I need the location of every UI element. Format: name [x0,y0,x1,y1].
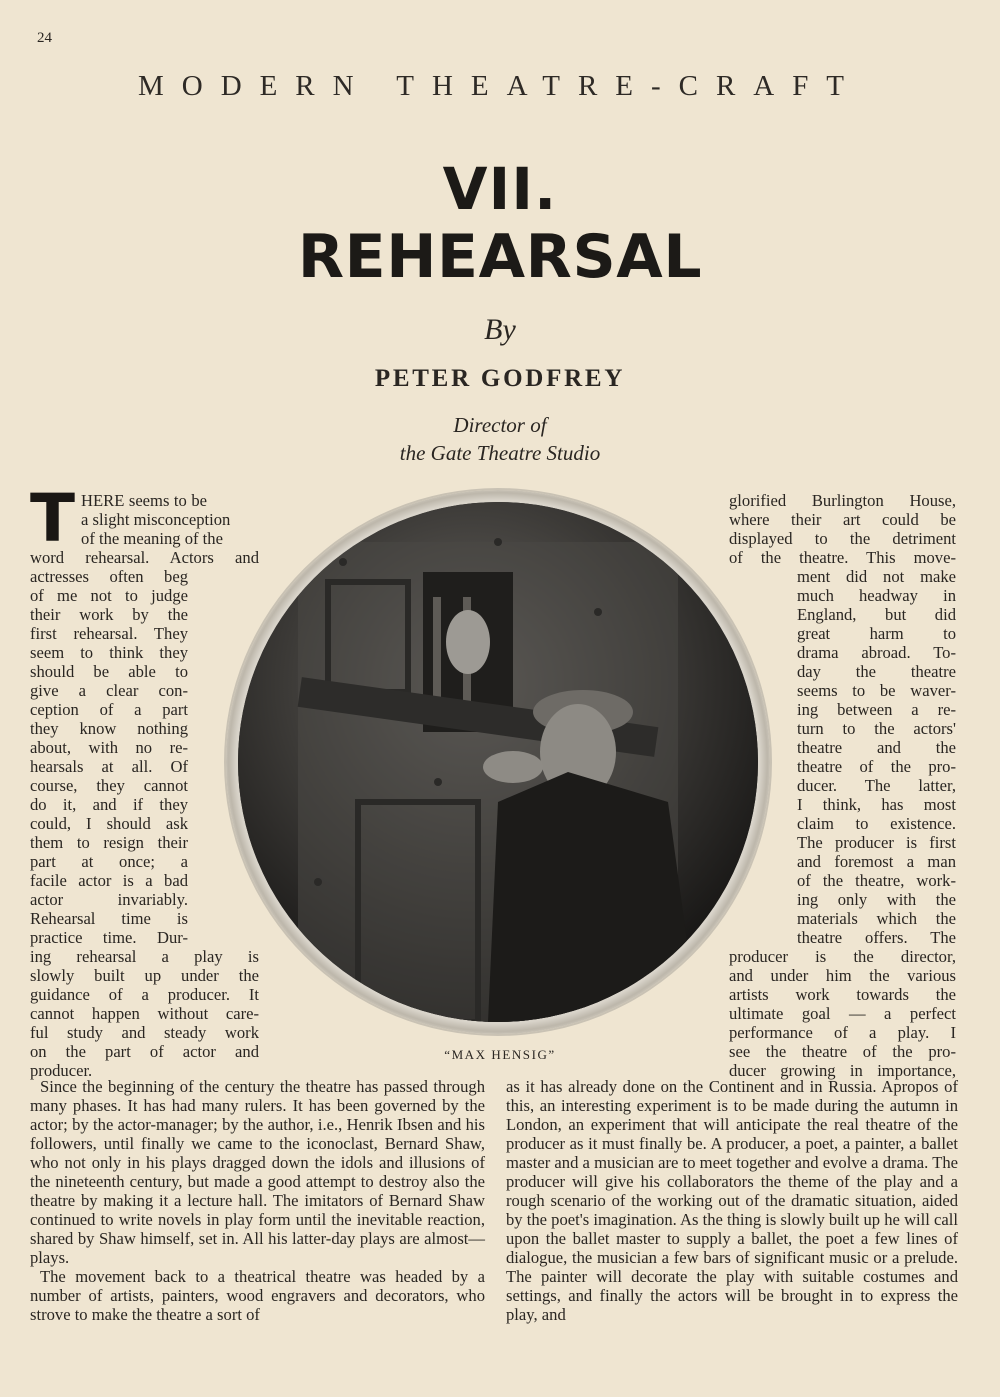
text-line: England, but did [797,605,956,624]
text-line: drama abroad. To- [797,643,956,662]
text-line: artists work towards the [729,985,956,1004]
text-line: give a clear con- [30,681,188,700]
text-line: seem to think they [30,643,188,662]
text-line: producer. [30,1061,93,1080]
text-line: much headway in [797,586,956,605]
photograph [238,502,758,1022]
chapter-number: VII. [442,155,558,223]
text-line: slowly built up under the [30,966,259,985]
text-line: actor invariably. [30,890,188,909]
text-line: HERE seems to be [81,491,207,510]
text-line: on the part of actor and [30,1042,259,1061]
text-line: theatre of the pro- [797,757,956,776]
text-line: first rehearsal. They [30,624,188,643]
text-line: materials which the [797,909,956,928]
bottom-right-column [506,1077,958,1324]
affiliation-line: Director of [453,413,547,437]
photo-caption: “MAX HENSIG” [444,1047,556,1062]
text-line: ception of a part [30,700,188,719]
text-line: could, I should ask [30,814,188,833]
text-line: seems to be waver- [797,681,956,700]
text-line: part at once; a [30,852,188,871]
text-line: theatre offers. The [797,928,956,947]
text-line: course, they cannot [30,776,188,795]
text-line: ful study and steady work [30,1023,259,1042]
text-line: where their art could be [729,510,956,529]
text-line: ducer. The latter, [797,776,956,795]
paragraph: The movement back to a theatrical theatre was headed by a number of artists, painters, wood engravers and decorators, who strove to make the theatre a sort of [30,1267,485,1324]
author-affiliation [0,411,1000,467]
text-line: of the theatre. This move- [729,548,956,567]
text-line: hearsals at all. Of [30,757,188,776]
text-line: about, with no re- [30,738,188,757]
text-line: of me not to judge [30,586,188,605]
text-line: and foremost a man [797,852,956,871]
text-line: and under him the various [729,966,956,985]
affiliation-line: the Gate Theatre Studio [399,441,601,465]
text-line: word rehearsal. Actors and [30,548,259,567]
text-line: ing rehearsal a play is [30,947,259,966]
byline: By [484,313,516,346]
left-column [30,480,259,1080]
text-line: claim to existence. [797,814,956,833]
text-line: a slight misconception [81,510,231,529]
photograph-frame [226,490,770,1034]
text-line: their work by the [30,605,188,624]
text-line: glorified Burlington House, [729,491,956,510]
bottom-left-column [30,1077,485,1324]
text-line: should be able to [30,662,188,681]
text-line: performance of a play. I [729,1023,956,1042]
text-line: guidance of a producer. It [30,985,259,1004]
drop-cap: T [30,480,76,557]
text-line: they know nothing [30,719,188,738]
running-head: MODERN THEATRE-CRAFT [138,70,862,102]
text-line: them to resign their [30,833,188,852]
text-line: actresses often beg [30,567,188,586]
text-line: I think, has most [797,795,956,814]
text-line: of the meaning of the [81,529,223,548]
text-line: day the theatre [797,662,956,681]
text-line: see the theatre of the pro- [729,1042,956,1061]
text-line: theatre and the [797,738,956,757]
text-line: Rehearsal time is [30,909,188,928]
text-line: ing between a re- [797,700,956,719]
page-number: 24 [37,30,52,46]
text-line: of the theatre, work- [797,871,956,890]
text-line: do it, and if they [30,795,188,814]
text-line: great harm to [797,624,956,643]
text-line: ducer growing in importance, [729,1061,956,1080]
text-line: displayed to the detriment [729,529,956,548]
paragraph: Since the beginning of the century the theatre has passed through many phases. It has had many rulers. It has been governed by the actor; by the actor-manager; by the author, i.e., Henrik Ibsen and his followers, until finally we came to the iconoclast, Bernard Shaw, who not only in his plays dragged down the idols and illusions of the nineteenth century, but made a good attempt to destroy also the theatre by making it a lecture hall. The imitators of Bernard Shaw continued to write novels in play form until the inevitable reaction, shared by Shaw himself, set in. All his latter-day plays are almost—plays. [30,1077,485,1267]
text-line: ment did not make [797,567,956,586]
author-name: PETER GODFREY [374,365,626,392]
text-line: ing only with the [797,890,956,909]
text-line: facile actor is a bad [30,871,188,890]
text-line: The producer is first [797,833,956,852]
text-line: producer is the director, [729,947,956,966]
text-line: practice time. Dur- [30,928,188,947]
text-line: ultimate goal — a perfect [729,1004,956,1023]
text-line: turn to the actors' [797,719,956,738]
text-line: cannot happen without care- [30,1004,259,1023]
article-title: REHEARSAL [297,222,703,292]
paragraph: as it has already done on the Continent and in Russia. Apropos of this, an interesting experiment is to be made during the autumn in London, an experiment that will anticipate the real theatre of the producer as it must finally be. A producer, a poet, a painter, a ballet master and a musician are to meet together and evolve a drama. The producer will give his collaborators the theme of the play and a rough scenario of the working out of the dramatic situation, aided by the poet's imagination. As the thing is slowly built up he will call upon the ballet master to supply a ballet, the poet a few lines of dialogue, the musician a few bars of significant music or a prelude. The painter will decorate the play with suitable costumes and settings, and finally the actors will be brought in to express the play, and [506,1077,958,1324]
